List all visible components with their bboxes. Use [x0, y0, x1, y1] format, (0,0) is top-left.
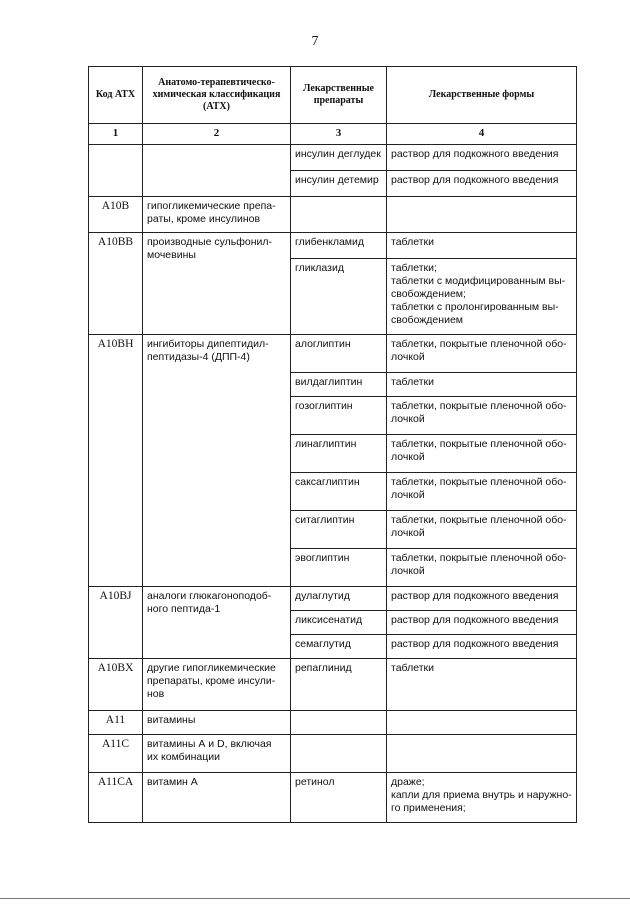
- column-number: 4: [387, 124, 577, 145]
- classification-cell: ингибиторы дипептидил- пептидазы-4 (ДПП-4): [143, 335, 291, 587]
- drug-cell: [291, 711, 387, 735]
- table-row: [89, 335, 577, 373]
- column-number: 1: [89, 124, 143, 145]
- table-header-row: [89, 67, 577, 124]
- table-row: [89, 735, 577, 773]
- form-cell: таблетки, покрытые пленочной обо- лочкой: [387, 473, 577, 511]
- form-cell: раствор для подкожного введения: [387, 171, 577, 197]
- form-cell: таблетки; таблетки с модифицированным вы- свобождением; таблетки с пролонгированным вы- свобождением: [387, 259, 577, 335]
- form-cell: таблетки: [387, 659, 577, 711]
- form-cell: [387, 711, 577, 735]
- form-cell: раствор для подкожного введения: [387, 635, 577, 659]
- drug-cell: семаглутид: [291, 635, 387, 659]
- column-number: 3: [291, 124, 387, 145]
- header-code: Код АТХ: [89, 67, 143, 124]
- drug-cell: гозоглиптин: [291, 397, 387, 435]
- classification-cell: производные сульфонил- мочевины: [143, 233, 291, 335]
- classification-cell: витамины: [143, 711, 291, 735]
- drug-cell: вилдаглиптин: [291, 373, 387, 397]
- atx-code-cell: A10BX: [89, 659, 143, 711]
- form-cell: драже; капли для приема внутрь и наружно- го применения;: [387, 773, 577, 823]
- column-number-row: [89, 124, 577, 145]
- table-row: [89, 773, 577, 823]
- form-cell: таблетки: [387, 373, 577, 397]
- atx-code-cell: [89, 145, 143, 197]
- drug-cell: инсулин деглудек: [291, 145, 387, 171]
- table-row: [89, 233, 577, 259]
- form-cell: [387, 197, 577, 233]
- form-cell: раствор для подкожного введения: [387, 611, 577, 635]
- drug-cell: [291, 197, 387, 233]
- drug-cell: глибенкламид: [291, 233, 387, 259]
- page-number: 7: [311, 34, 319, 49]
- header-drugs: Лекарственные препараты: [291, 67, 387, 124]
- drug-cell: ситаглиптин: [291, 511, 387, 549]
- classification-cell: гипогликемические препа- раты, кроме инсулинов: [143, 197, 291, 233]
- drug-cell: линаглиптин: [291, 435, 387, 473]
- form-cell: [387, 735, 577, 773]
- atx-code-cell: A11C: [89, 735, 143, 773]
- header-forms: Лекарственные формы: [387, 67, 577, 124]
- drug-cell: саксаглиптин: [291, 473, 387, 511]
- form-cell: таблетки, покрытые пленочной обо- лочкой: [387, 511, 577, 549]
- table-row: [89, 587, 577, 611]
- atx-code-cell: A11CA: [89, 773, 143, 823]
- drug-cell: гликлазид: [291, 259, 387, 335]
- atx-code-cell: A10B: [89, 197, 143, 233]
- drug-cell: инсулин детемир: [291, 171, 387, 197]
- drug-cell: эвоглиптин: [291, 549, 387, 587]
- drug-cell: дулаглутид: [291, 587, 387, 611]
- classification-cell: витамин А: [143, 773, 291, 823]
- table-row: [89, 145, 577, 171]
- table-row: [89, 711, 577, 735]
- classification-cell: [143, 145, 291, 197]
- form-cell: таблетки: [387, 233, 577, 259]
- atx-code-cell: A11: [89, 711, 143, 735]
- classification-cell: витамины А и D, включая их комбинации: [143, 735, 291, 773]
- table-row: [89, 197, 577, 233]
- column-number: 2: [143, 124, 291, 145]
- form-cell: раствор для подкожного введения: [387, 587, 577, 611]
- atx-code-cell: A10BH: [89, 335, 143, 587]
- drug-cell: ликсисенатид: [291, 611, 387, 635]
- atx-code-cell: A10BB: [89, 233, 143, 335]
- form-cell: таблетки, покрытые пленочной обо- лочкой: [387, 435, 577, 473]
- table-row: [89, 659, 577, 711]
- atx-code-cell: A10BJ: [89, 587, 143, 659]
- form-cell: таблетки, покрытые пленочной обо- лочкой: [387, 335, 577, 373]
- header-classification: Анатомо-терапевтическо-химическая классификация (АТХ): [143, 67, 291, 124]
- classification-cell: аналоги глюкагоноподоб- ного пептида-1: [143, 587, 291, 659]
- atx-table: [88, 66, 577, 823]
- form-cell: таблетки, покрытые пленочной обо- лочкой: [387, 397, 577, 435]
- form-cell: раствор для подкожного введения: [387, 145, 577, 171]
- form-cell: таблетки, покрытые пленочной обо- лочкой: [387, 549, 577, 587]
- classification-cell: другие гипогликемические препараты, кроме инсули- нов: [143, 659, 291, 711]
- drug-cell: алоглиптин: [291, 335, 387, 373]
- drug-cell: [291, 735, 387, 773]
- page-bottom-border: [0, 898, 630, 899]
- drug-cell: ретинол: [291, 773, 387, 823]
- drug-cell: репаглинид: [291, 659, 387, 711]
